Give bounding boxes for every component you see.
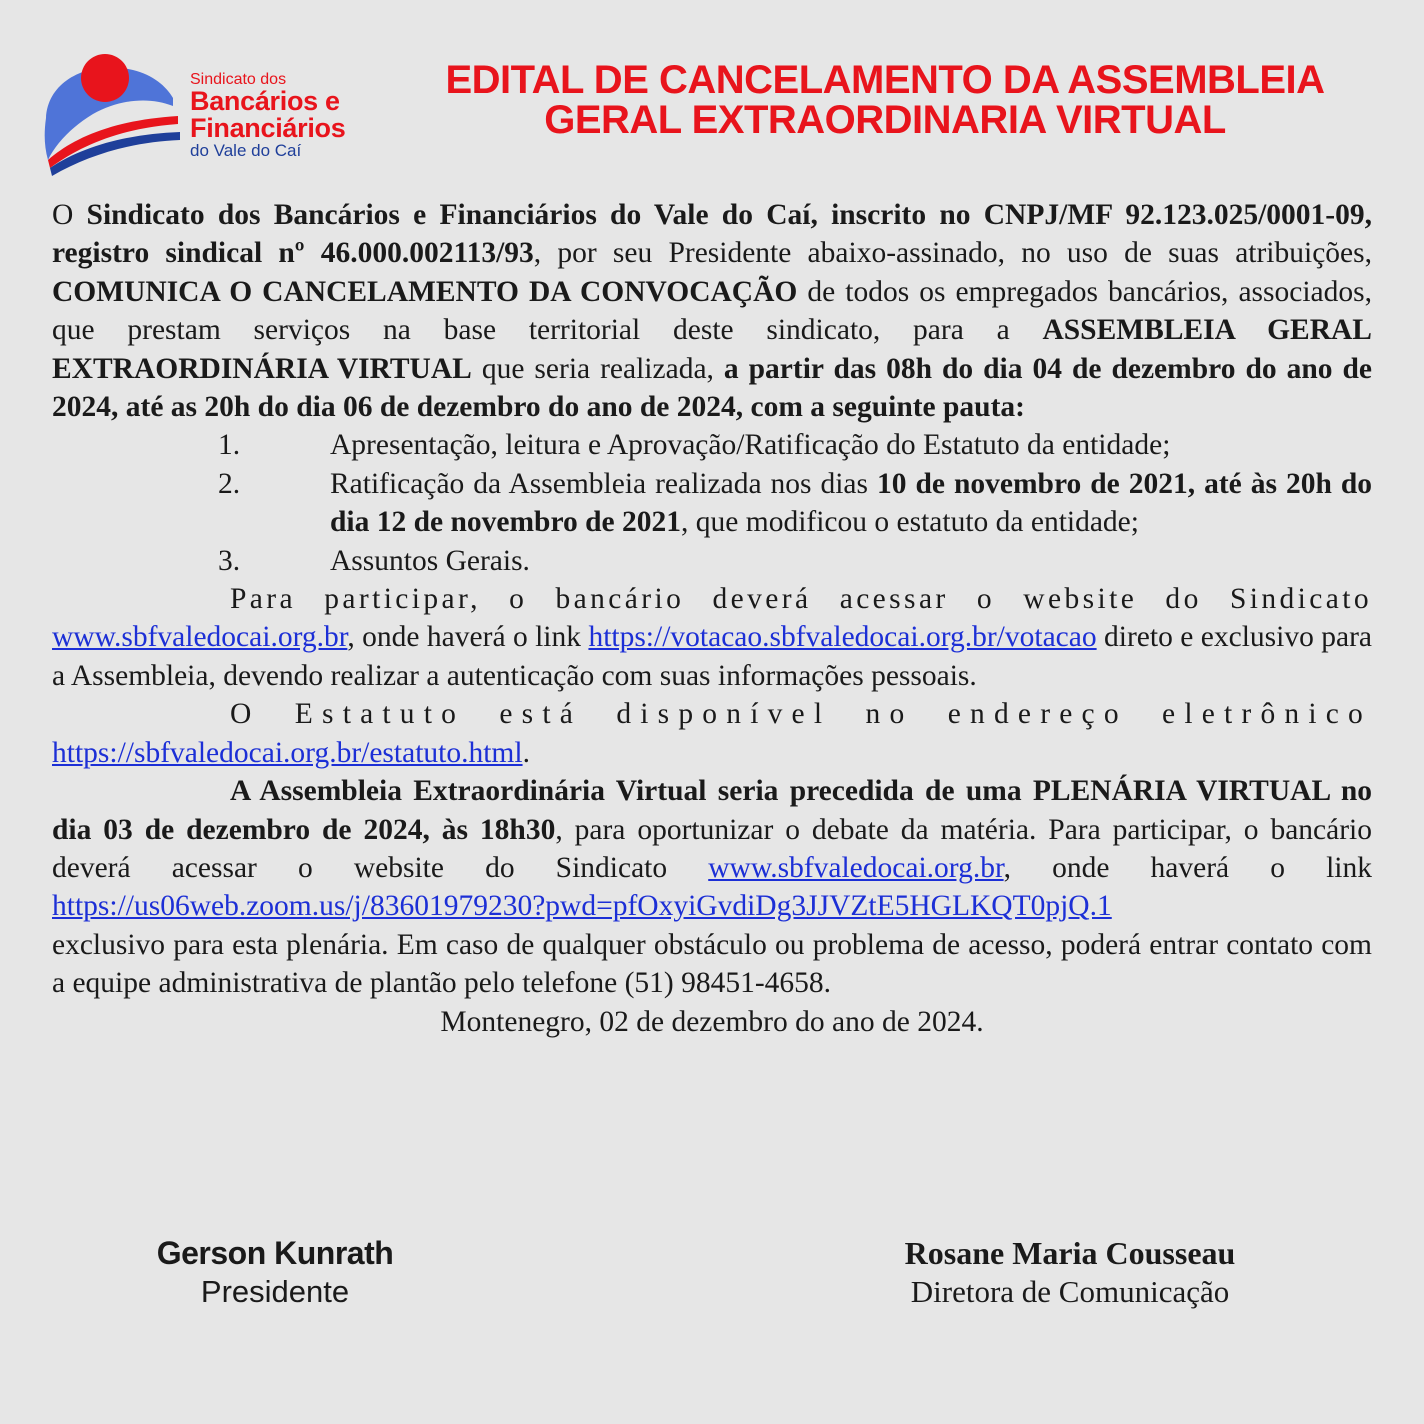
zoom-link-line [52,887,1372,925]
agenda-item [218,542,1372,580]
intro-text-2: , por seu Presidente abaixo-assinado, no uso de suas atribuições, [533,237,1372,270]
statute-line-1: O Estatuto está disponível no endereço eletrônico [230,698,1372,731]
page-title [420,60,1350,140]
date-line: Montenegro, 02 de dezembro do ano de 2024. [440,1005,984,1038]
vote-link[interactable]: https://votacao.sbfvaledocai.org.br/votacao [588,621,1097,654]
plenary-website-link[interactable]: www.sbfvaledocai.org.br [708,851,1004,884]
agenda-number: 2. [218,467,241,500]
agenda-number: 1. [218,429,241,462]
intro-text-1: O [52,199,87,231]
agenda-text: Apresentação, leitura e Aprovação/Ratificação do Estatuto da entidade; [330,429,1171,462]
plenary-contact: exclusivo para esta plenária. Em caso de qualquer obstáculo ou problema de acesso, poderá entrar contato com a equipe administrativa de plantão pelo telefone (51) 98451-4658. [52,928,1372,1000]
intro-paragraph [52,196,1372,426]
statute-link-line [52,734,1372,772]
logo-wordmark [190,72,345,159]
website-link[interactable]: www.sbfvaledocai.org.br [52,621,348,654]
agenda-list [52,426,1372,580]
participate-line-1: Para participar, o bancário deverá acessar o website do Sindicato [230,583,1372,616]
statute-end: . [522,736,530,769]
participate-paragraph [52,618,1372,695]
plenary-text-1: , para oportunizar o debate da matéria. Para participar, o bancário deverá acessar o website do Sindicato [52,813,1373,884]
intro-text-3: de todos os empregados bancários, associados, que prestam serviços na base territorial deste sindicato, para a [52,275,1372,347]
title-line-1: EDITAL DE CANCELAMENTO DA ASSEMBLEIA [445,58,1325,102]
intro-bold-3: ASSEMBLEIA GERAL EXTRAORDINÁRIA VIRTUAL [52,314,1372,385]
participate-text-1: , onde haverá o link [347,621,589,654]
logo-line-2: Bancários e [190,86,340,116]
plenary-text-2: , onde haverá o link [1003,851,1372,884]
signature-name: Rosane Maria Cousseau [904,1235,1236,1271]
intro-bold-1: Sindicato dos Bancários e Financiários do Vale do Caí, inscrito no CNPJ/MF 92.123.025/0001-09, registro sindical nº 46.000.002113/93 [52,199,1372,270]
statute-link[interactable]: https://sbfvaledocai.org.br/estatuto.html [52,736,523,769]
agenda-number: 3. [218,544,241,577]
agenda-bold: 10 de novembro de 2021, até às 20h do dia 12 de novembro de 2021 [330,467,1372,539]
notice-body [52,196,1372,1041]
signature-communication-director [880,1234,1260,1312]
agenda-text: Assuntos Gerais. [330,544,530,577]
intro-bold-2: COMUNICA O CANCELAMENTO DA CONVOCAÇÃO [52,275,798,308]
signature-role: Presidente [200,1274,350,1309]
intro-text-4: que seria realizada, [471,352,724,385]
signature-name: Gerson Kunrath [156,1235,394,1271]
agenda-text: , que modificou o estatuto da entidade; [681,506,1139,539]
agenda-item [218,465,1372,542]
agenda-text: Ratificação da Assembleia realizada nos dias [330,467,877,500]
logo-line-4: do Vale do Caí [190,141,302,160]
union-logo [38,48,378,178]
plenary-paragraph [52,772,1372,887]
logo-emblem [38,48,188,178]
plenary-bold: A Assembleia Extraordinária Virtual seria precedida de uma PLENÁRIA VIRTUAL no dia 03 de dezembro de 2024, às 18h30 [52,775,1372,846]
zoom-link[interactable]: https://us06web.zoom.us/j/83601979230?pwd=pfOxyiGvdiDg3JJVZtE5HGLKQT0pjQ.1 [52,890,1112,923]
logo-line-1: Sindicato dos [190,71,287,88]
signature-role: Diretora de Comunicação [910,1274,1230,1309]
signature-president [140,1234,410,1312]
intro-bold-4: a partir das 08h do dia 04 de dezembro do ano de 2024, até as 20h do dia 06 de dezembro do ano de 2024, com a seguinte pauta: [52,352,1372,424]
agenda-item [218,426,1372,464]
participate-text-2: direto e exclusivo para a Assembleia, devendo realizar a autenticação com suas informações pessoais. [52,621,1372,692]
logo-line-3: Financiários [190,113,346,143]
title-line-2: GERAL EXTRAORDINARIA VIRTUAL [544,98,1226,142]
